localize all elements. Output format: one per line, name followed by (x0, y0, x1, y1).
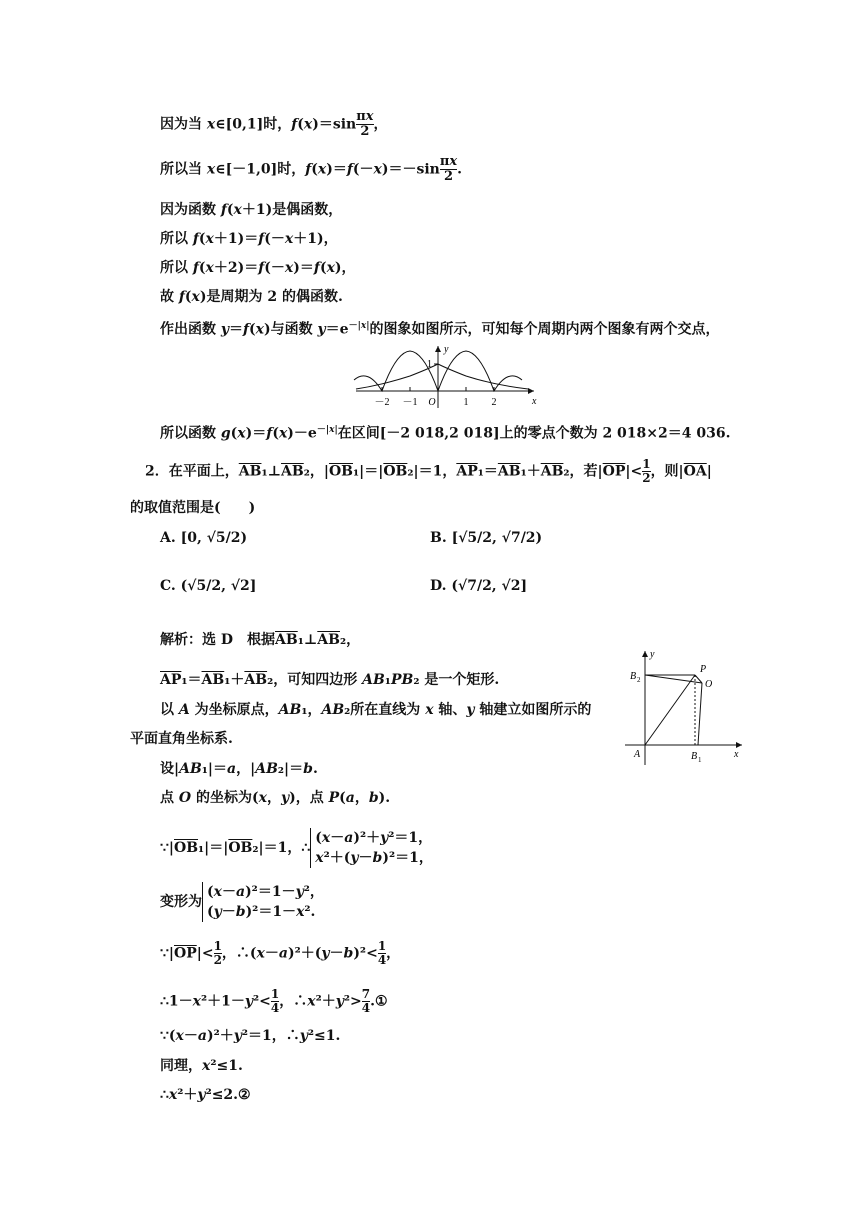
solution-line-8: 变形为(x－a)²＝1－y²， (y－b)²＝1－x². (160, 884, 324, 920)
solution-line-10: ∴1－x²＋1－y²< $\frac{1}{4}$ ，∴x²＋y²> $\frac{7}{4}$ .① (160, 987, 388, 1015)
function-graph (352, 342, 540, 412)
label-y: y (650, 649, 655, 660)
text-line-8: 所以函数 $g(x)=f(x)-e^{-|x|}$在区间[－2 018,2 018]上的零点个数为 2 018×2＝4 036. (160, 425, 731, 442)
label-x: x (734, 749, 739, 760)
option-b[interactable]: B. [√5/2, √7/2) (430, 530, 543, 546)
text-line-6: 故 f(x)是周期为 2 的偶函数. (160, 289, 343, 305)
graph-tick: －1 (402, 397, 418, 408)
solution-line-5: 设|AB₁|＝a，|AB₂|＝b. (160, 761, 318, 777)
graph-x-label: x (532, 396, 537, 407)
label-p: P (700, 664, 707, 675)
text-line-2: 所以当 x∈[－1,0]时，f(x)＝f(－x)＝－sin $\frac{\pi x}{2}$ . (160, 154, 463, 184)
label-a: A (634, 749, 641, 760)
question-2-stem: 2．在平面上，$\overline{AB}_1\perp\overline{AB}_2$，$|\overline{OB}_1|=|\overline{OB}_2|=1$，$\overline{AP}_1=\overline{AB}_1+\overline{AB}_2$，若$|\overline{OP}|<$ $\frac{1}{2}$ ，则$|\overline{OA}|$ (145, 457, 712, 485)
option-a[interactable]: A. [0, √5/2) (160, 530, 248, 546)
solution-line-1: 解析：选 D 根据$\overline{AB}_1\perp\overline{AB}_2$， (160, 632, 361, 648)
solution-line-3: 以 A 为坐标原点，AB₁，AB₂所在直线为 x 轴、y 轴建立如图所示的 (160, 702, 592, 718)
solution-line-12: 同理，x²≤1. (160, 1058, 243, 1074)
text-line-1: 因为当 x∈[0,1]时，f(x)＝sin $\frac{\pi x}{2}$ ， (160, 109, 388, 139)
solution-line-11: ∵(x－a)²＋y²＝1，∴y²≤1. (160, 1028, 341, 1044)
text-line-3: 因为函数 f(x＋1)是偶函数， (160, 202, 343, 218)
label-b2: B (630, 671, 637, 682)
graph-tick: 1 (463, 397, 469, 408)
question-2-stem-cont: 的取值范围是( ) (130, 500, 256, 516)
text-line-7: 作出函数 y＝f(x)与函数 $y=e^{-|x|}$的图象如图所示，可知每个周期内两个图象有两个交点， (160, 321, 720, 338)
text-line-5: 所以 f(x＋2)＝f(－x)＝f(x)， (160, 260, 356, 276)
graph-one-label: 1 (427, 359, 432, 370)
solution-line-6: 点 O 的坐标为(x，y)，点 P(a，b). (160, 790, 391, 806)
option-c[interactable]: C. (√5/2, √2] (160, 578, 257, 594)
text-line-4: 所以 f(x＋1)＝f(－x＋1)， (160, 231, 338, 247)
graph-y-label: y (444, 344, 449, 355)
rectangle-figure (620, 645, 750, 770)
label-b1-sub: 1 (698, 756, 702, 764)
graph-tick: －2 (374, 397, 390, 408)
solution-line-9: $\because|\overline{OP}|<$ $\frac{1}{2}$ ，∴(x－a)²＋(y－b)²< $\frac{1}{4}$ ， (160, 939, 401, 967)
solution-line-4: 平面直角坐标系. (130, 731, 233, 747)
label-o: O (705, 679, 713, 690)
label-b1: B (691, 751, 698, 762)
option-d[interactable]: D. (√7/2, √2] (430, 578, 528, 594)
graph-tick: O (428, 397, 436, 408)
graph-tick: 2 (491, 397, 497, 408)
label-b2-sub: 2 (637, 676, 641, 684)
solution-line-13: ∴x²＋y²≤2.② (160, 1087, 251, 1103)
solution-line-7: $\because|\overline{OB}_1|=|\overline{OB}_2|=1$，∴(x－a)²＋y²＝1， x²＋(y－b)²＝1， (160, 830, 433, 866)
solution-line-2: $\overline{AP}_1=\overline{AB}_1+\overline{AB}_2$，可知四边形 AB₁PB₂ 是一个矩形. (160, 672, 500, 688)
